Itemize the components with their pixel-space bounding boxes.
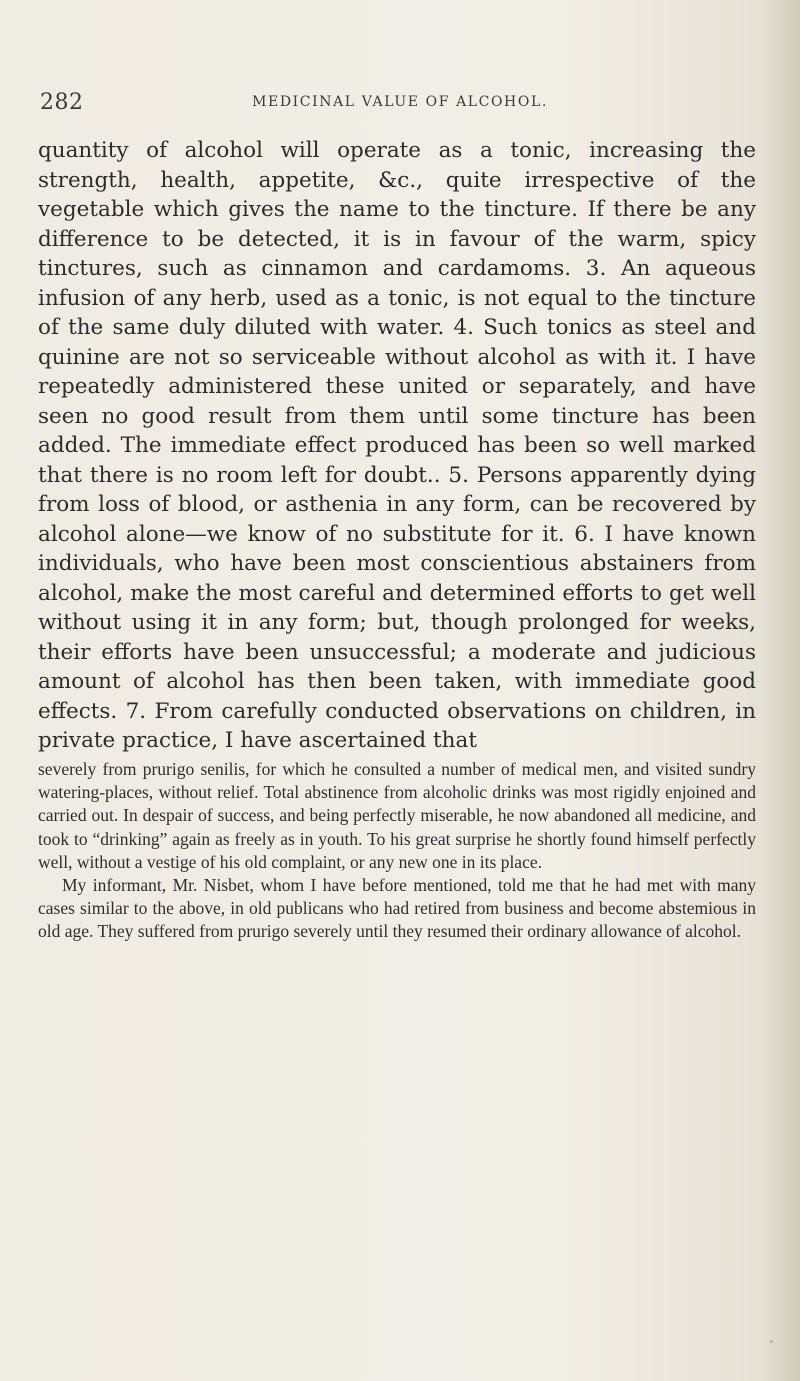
paper-speck xyxy=(770,1340,773,1343)
page-number: 282 xyxy=(40,90,84,115)
footnote-paragraph-2: My informant, Mr. Nisbet, whom I have before mentioned, told me that he had met with many cases similar to the above, in old publicans who had retired from business and become abstemious in old age. They suffered from prurigo severely until they resumed their ordinary allowance of alcohol. xyxy=(38,875,756,942)
page-header xyxy=(40,90,760,120)
footnote-paragraph-1: severely from prurigo senilis, for which he consulted a number of medical men, and visited sundry watering-places, without relief. Total abstinence from alcoholic drinks was most rigidly enjoined and carried out. In despair of success, and being perfectly miserable, he now abandoned all medicine, and took to “drinking” again as freely as in youth. To his great surprise he shortly found himself perfectly well, without a vestige of his old complaint, or any new one in its place. xyxy=(38,759,756,872)
running-head: MEDICINAL VALUE OF ALCOHOL. xyxy=(252,94,548,110)
footnote-block xyxy=(38,758,756,944)
body-paragraph: quantity of alcohol will operate as a tonic, increasing the strength, health, appetite, &c., quite irrespective of the vegetable which gives the name to the tincture. If there be any difference to be detected, it is in favour of the warm, spicy tinctures, such as cinnamon and cardamoms. 3. An aqueous infusion of any herb, used as a tonic, is not equal to the tincture of the same duly diluted with water. 4. Such tonics as steel and quinine are not so serviceable without alcohol as with it. I have repeatedly administered these united or separately, and have seen no good result from them until some tincture has been added. The immediate effect produced has been so well marked that there is no room left for doubt.. 5. Persons apparently dying from loss of blood, or asthenia in any form, can be recovered by alcohol alone—we know of no substitute for it. 6. I have known individuals, who have been most conscientious abstainers from alcohol, make the most careful and determined efforts to get well without using it in any form; but, though prolonged for weeks, their efforts have been unsuccessful; a moderate and judicious amount of alcohol has then been taken, with immediate good effects. 7. From carefully conducted observations on children, in private practice, I have ascertained that xyxy=(38,138,756,753)
